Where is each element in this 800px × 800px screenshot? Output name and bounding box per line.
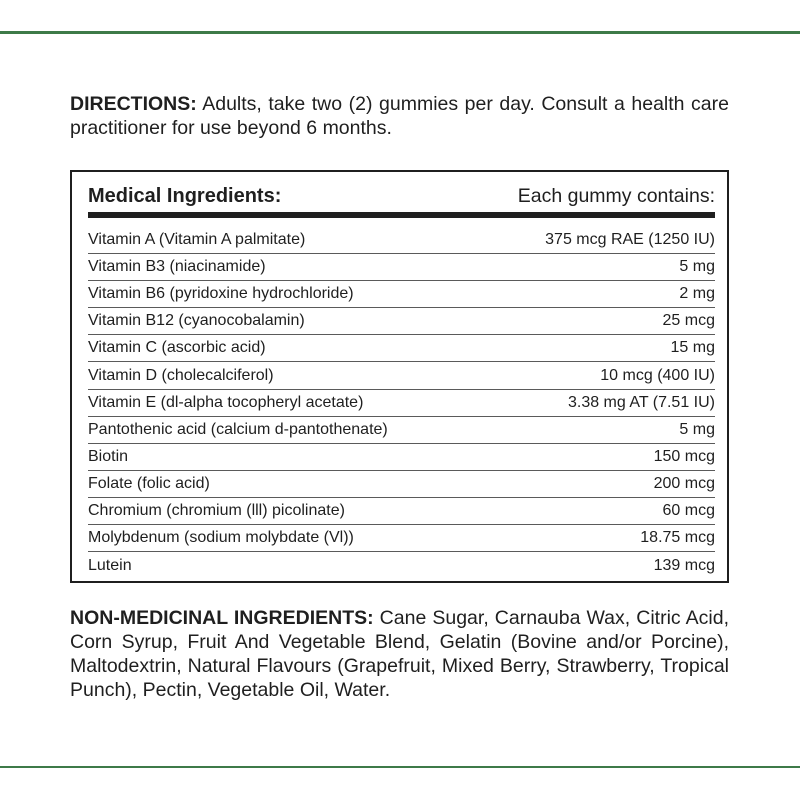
ingredient-amount: 18.75 mcg (640, 529, 715, 547)
ingredient-amount: 15 mg (670, 339, 715, 357)
ingredient-amount: 139 mcg (653, 556, 715, 574)
ingredient-name: Chromium (chromium (lll) picolinate) (88, 501, 345, 519)
ingredient-row (88, 552, 715, 579)
ingredient-amount: 375 mcg RAE (1250 IU) (545, 231, 715, 249)
ingredient-amount: 150 mcg (653, 447, 715, 465)
ingredient-name: Molybdenum (sodium molybdate (Vl)) (88, 529, 354, 547)
ingredient-amount: 2 mg (679, 285, 715, 303)
ingredient-amount: 200 mcg (653, 474, 715, 492)
ingredient-row (88, 281, 715, 308)
ingredient-amount: 60 mcg (662, 501, 715, 519)
ingredient-row (88, 335, 715, 362)
ingredient-row (88, 444, 715, 471)
ingredient-name: Lutein (88, 556, 132, 574)
ingredient-name: Vitamin A (Vitamin A palmitate) (88, 231, 306, 249)
non-medicinal-text: Cane Sugar, Carnauba Wax, Citric Acid, Corn Syrup, Fruit And Vegetable Blend, Gelatin (Bovine and/or Porcine), Maltodextrin, Natural Flavours (Grapefruit, Mixed Berry, Strawberry, Tropical Punch), Pectin, Vegetable Oil, Water. (70, 607, 729, 701)
ingredient-row (88, 362, 715, 389)
ingredient-amount: 5 mg (679, 420, 715, 438)
ingredient-row (88, 498, 715, 525)
ingredient-name: Vitamin B6 (pyridoxine hydrochloride) (88, 285, 354, 303)
ingredient-name: Vitamin C (ascorbic acid) (88, 339, 266, 357)
ingredient-row (88, 254, 715, 281)
ingredient-name: Folate (folic acid) (88, 474, 210, 492)
ingredient-name: Biotin (88, 447, 129, 465)
ingredient-row (88, 227, 715, 254)
bottom-divider (0, 766, 800, 768)
directions-label: DIRECTIONS: (70, 93, 197, 115)
non-medicinal-paragraph (70, 606, 729, 702)
non-medicinal-label: NON-MEDICINAL INGREDIENTS: (70, 607, 374, 629)
medical-ingredients-panel (70, 170, 729, 583)
ingredient-row (88, 417, 715, 444)
ingredient-amount: 25 mcg (662, 312, 715, 330)
ingredient-amount: 3.38 mg AT (7.51 IU) (567, 393, 715, 411)
ingredient-name: Pantothenic acid (calcium d-pantothenate) (88, 420, 388, 438)
ingredient-name: Vitamin B3 (niacinamide) (88, 258, 266, 276)
ingredient-row (88, 471, 715, 498)
ingredient-row (88, 308, 715, 335)
ingredient-name: Vitamin E (dl-alpha tocopheryl acetate) (88, 393, 364, 411)
directions-text: Adults, take two (2) gummies per day. Consult a health care practitioner for use beyond 6 months. (70, 93, 729, 139)
top-divider (0, 31, 800, 34)
ingredient-name: Vitamin D (cholecalciferol) (88, 366, 274, 384)
panel-header (88, 181, 715, 211)
directions-paragraph (70, 92, 729, 140)
header-rule (88, 212, 715, 218)
ingredient-amount: 10 mcg (400 IU) (600, 366, 715, 384)
ingredient-name: Vitamin B12 (cyanocobalamin) (88, 312, 305, 330)
ingredient-list (88, 227, 715, 579)
ingredient-row (88, 525, 715, 552)
panel-subtitle: Each gummy contains: (517, 184, 715, 207)
ingredient-amount: 5 mg (679, 258, 715, 276)
panel-title: Medical Ingredients: (88, 184, 282, 207)
ingredient-row (88, 390, 715, 417)
